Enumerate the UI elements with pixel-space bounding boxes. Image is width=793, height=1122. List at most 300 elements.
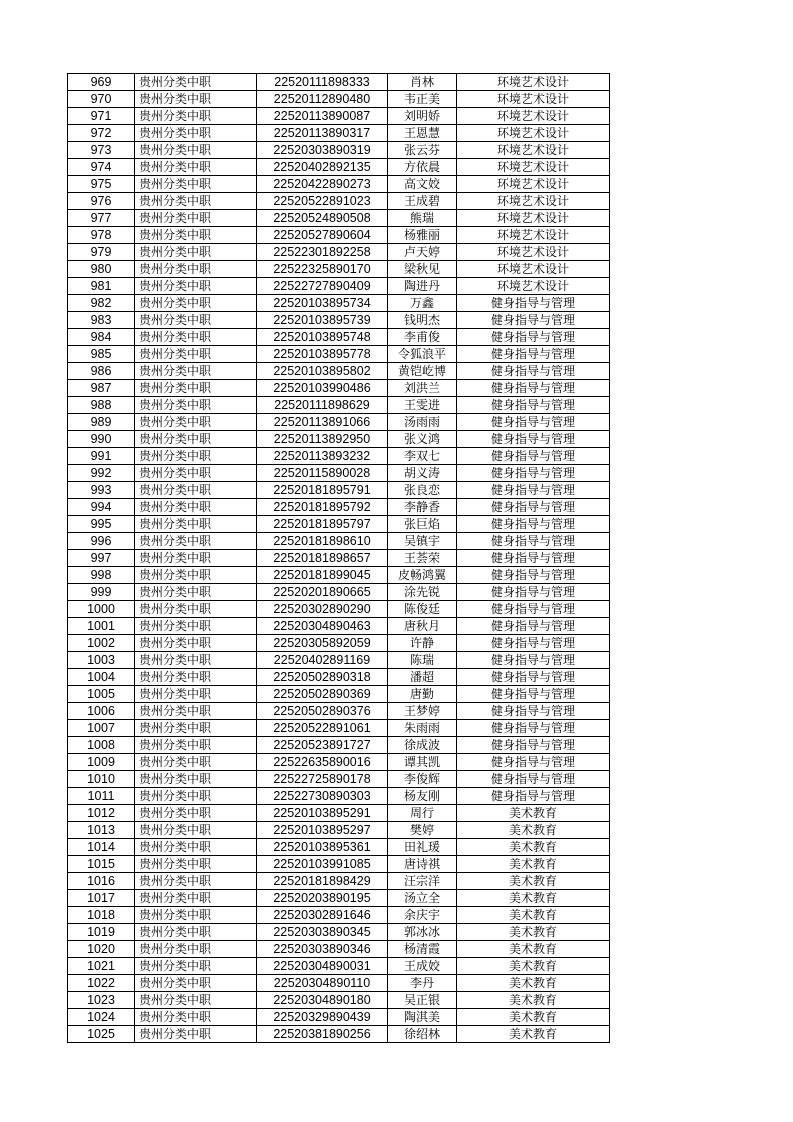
major-cell: 美术教育 [457,1026,610,1043]
table-row [68,465,610,482]
table-row [68,397,610,414]
category-cell: 贵州分类中职 [135,482,257,499]
major-cell: 环境艺术设计 [457,176,610,193]
category-cell: 贵州分类中职 [135,584,257,601]
table-row [68,108,610,125]
category-cell: 贵州分类中职 [135,227,257,244]
row-number-cell: 974 [68,159,135,176]
category-cell: 贵州分类中职 [135,652,257,669]
category-cell: 贵州分类中职 [135,720,257,737]
student-name-cell: 万鑫 [388,295,457,312]
row-number-cell: 981 [68,278,135,295]
major-cell: 健身指导与管理 [457,380,610,397]
major-cell: 健身指导与管理 [457,584,610,601]
exam-id-cell: 22520103895361 [257,839,388,856]
category-cell: 贵州分类中职 [135,278,257,295]
student-name-cell: 张云芬 [388,142,457,159]
row-number-cell: 1007 [68,720,135,737]
student-name-cell: 杨友刚 [388,788,457,805]
exam-id-cell: 22520103895778 [257,346,388,363]
row-number-cell: 1005 [68,686,135,703]
exam-id-cell: 22520103990486 [257,380,388,397]
student-name-cell: 高文姣 [388,176,457,193]
category-cell: 贵州分类中职 [135,788,257,805]
major-cell: 健身指导与管理 [457,448,610,465]
major-cell: 环境艺术设计 [457,125,610,142]
category-cell: 贵州分类中职 [135,873,257,890]
exam-id-cell: 22520381890256 [257,1026,388,1043]
row-number-cell: 1000 [68,601,135,618]
major-cell: 环境艺术设计 [457,227,610,244]
student-name-cell: 杨清霞 [388,941,457,958]
student-name-cell: 张义鸿 [388,431,457,448]
exam-id-cell: 22520111898629 [257,397,388,414]
student-name-cell: 王梦婷 [388,703,457,720]
exam-id-cell: 22520402891169 [257,652,388,669]
student-name-cell: 熊瑞 [388,210,457,227]
table-row [68,533,610,550]
major-cell: 健身指导与管理 [457,363,610,380]
major-cell: 健身指导与管理 [457,431,610,448]
table-row [68,414,610,431]
category-cell: 贵州分类中职 [135,839,257,856]
category-cell: 贵州分类中职 [135,414,257,431]
category-cell: 贵州分类中职 [135,771,257,788]
table-row [68,924,610,941]
student-name-cell: 李丹 [388,975,457,992]
student-name-cell: 樊婷 [388,822,457,839]
category-cell: 贵州分类中职 [135,193,257,210]
student-name-cell: 肖林 [388,74,457,91]
exam-id-cell: 22520181895792 [257,499,388,516]
major-cell: 环境艺术设计 [457,210,610,227]
category-cell: 贵州分类中职 [135,533,257,550]
exam-id-cell: 22520303890346 [257,941,388,958]
row-number-cell: 994 [68,499,135,516]
major-cell: 环境艺术设计 [457,261,610,278]
table-row [68,74,610,91]
category-cell: 贵州分类中职 [135,295,257,312]
student-name-cell: 吴镇宇 [388,533,457,550]
category-cell: 贵州分类中职 [135,176,257,193]
category-cell: 贵州分类中职 [135,142,257,159]
table-row [68,975,610,992]
exam-id-cell: 22520181898657 [257,550,388,567]
category-cell: 贵州分类中职 [135,686,257,703]
student-name-cell: 李静香 [388,499,457,516]
row-number-cell: 983 [68,312,135,329]
student-name-cell: 王恩慧 [388,125,457,142]
student-name-cell: 王雯进 [388,397,457,414]
row-number-cell: 985 [68,346,135,363]
row-number-cell: 1014 [68,839,135,856]
major-cell: 健身指导与管理 [457,414,610,431]
major-cell: 健身指导与管理 [457,567,610,584]
table-row [68,210,610,227]
table-row [68,312,610,329]
major-cell: 健身指导与管理 [457,652,610,669]
table-row [68,601,610,618]
row-number-cell: 1020 [68,941,135,958]
table-row [68,295,610,312]
row-number-cell: 1025 [68,1026,135,1043]
table-row [68,669,610,686]
row-number-cell: 975 [68,176,135,193]
table-row [68,91,610,108]
exam-id-cell: 22520111898333 [257,74,388,91]
row-number-cell: 986 [68,363,135,380]
table-row [68,329,610,346]
major-cell: 健身指导与管理 [457,788,610,805]
exam-id-cell: 22520113892950 [257,431,388,448]
student-name-cell: 李双七 [388,448,457,465]
exam-id-cell: 22520201890665 [257,584,388,601]
exam-id-cell: 22520113891066 [257,414,388,431]
major-cell: 环境艺术设计 [457,193,610,210]
row-number-cell: 972 [68,125,135,142]
student-name-cell: 卢天婷 [388,244,457,261]
student-name-cell: 皮畅鸿翼 [388,567,457,584]
major-cell: 健身指导与管理 [457,312,610,329]
exam-id-cell: 22520402892135 [257,159,388,176]
table-row [68,890,610,907]
table-row [68,244,610,261]
major-cell: 健身指导与管理 [457,618,610,635]
row-number-cell: 1004 [68,669,135,686]
category-cell: 贵州分类中职 [135,244,257,261]
major-cell: 环境艺术设计 [457,142,610,159]
student-name-cell: 刘明娇 [388,108,457,125]
table-row [68,346,610,363]
student-name-cell: 王荟荣 [388,550,457,567]
category-cell: 贵州分类中职 [135,261,257,278]
exam-id-cell: 22520103895739 [257,312,388,329]
table-row [68,1009,610,1026]
category-cell: 贵州分类中职 [135,380,257,397]
major-cell: 美术教育 [457,992,610,1009]
major-cell: 健身指导与管理 [457,601,610,618]
table-row [68,720,610,737]
row-number-cell: 979 [68,244,135,261]
exam-id-cell: 22520302891646 [257,907,388,924]
category-cell: 贵州分类中职 [135,737,257,754]
table-row [68,703,610,720]
student-name-cell: 方依晨 [388,159,457,176]
student-name-cell: 唐秋月 [388,618,457,635]
exam-id-cell: 22520181895797 [257,516,388,533]
category-cell: 贵州分类中职 [135,516,257,533]
table-row [68,788,610,805]
row-number-cell: 987 [68,380,135,397]
major-cell: 健身指导与管理 [457,346,610,363]
category-cell: 贵州分类中职 [135,91,257,108]
student-name-cell: 唐诗祺 [388,856,457,873]
category-cell: 贵州分类中职 [135,431,257,448]
exam-id-cell: 22520524890508 [257,210,388,227]
row-number-cell: 1013 [68,822,135,839]
row-number-cell: 1003 [68,652,135,669]
row-number-cell: 1006 [68,703,135,720]
major-cell: 环境艺术设计 [457,278,610,295]
category-cell: 贵州分类中职 [135,618,257,635]
category-cell: 贵州分类中职 [135,499,257,516]
category-cell: 贵州分类中职 [135,74,257,91]
exam-id-cell: 22520181898610 [257,533,388,550]
exam-id-cell: 22520113890087 [257,108,388,125]
exam-id-cell: 22520112890480 [257,91,388,108]
table-row [68,482,610,499]
major-cell: 健身指导与管理 [457,465,610,482]
major-cell: 环境艺术设计 [457,108,610,125]
student-name-cell: 陈俊廷 [388,601,457,618]
row-number-cell: 984 [68,329,135,346]
row-number-cell: 970 [68,91,135,108]
major-cell: 健身指导与管理 [457,703,610,720]
exam-id-cell: 22520305892059 [257,635,388,652]
major-cell: 环境艺术设计 [457,74,610,91]
row-number-cell: 1018 [68,907,135,924]
table-row [68,856,610,873]
exam-id-cell: 22520527890604 [257,227,388,244]
student-name-cell: 梁秋见 [388,261,457,278]
row-number-cell: 1024 [68,1009,135,1026]
student-name-cell: 王成碧 [388,193,457,210]
category-cell: 贵州分类中职 [135,108,257,125]
row-number-cell: 982 [68,295,135,312]
table-row [68,380,610,397]
row-number-cell: 971 [68,108,135,125]
exam-id-cell: 22520303890319 [257,142,388,159]
major-cell: 健身指导与管理 [457,482,610,499]
table-row [68,873,610,890]
row-number-cell: 976 [68,193,135,210]
major-cell: 健身指导与管理 [457,295,610,312]
row-number-cell: 1009 [68,754,135,771]
table-row [68,618,610,635]
table-row [68,958,610,975]
major-cell: 美术教育 [457,1009,610,1026]
category-cell: 贵州分类中职 [135,754,257,771]
exam-id-cell: 22520522891023 [257,193,388,210]
exam-id-cell: 22520181898429 [257,873,388,890]
category-cell: 贵州分类中职 [135,890,257,907]
row-number-cell: 1017 [68,890,135,907]
table-row [68,193,610,210]
student-name-cell: 陈瑞 [388,652,457,669]
student-name-cell: 徐绍林 [388,1026,457,1043]
major-cell: 健身指导与管理 [457,329,610,346]
category-cell: 贵州分类中职 [135,346,257,363]
row-number-cell: 1022 [68,975,135,992]
exam-id-cell: 22520329890439 [257,1009,388,1026]
category-cell: 贵州分类中职 [135,822,257,839]
row-number-cell: 991 [68,448,135,465]
table-row [68,499,610,516]
exam-id-cell: 22520422890273 [257,176,388,193]
exam-id-cell: 22520115890028 [257,465,388,482]
exam-id-cell: 22520304890180 [257,992,388,1009]
major-cell: 美术教育 [457,958,610,975]
student-name-cell: 王成姣 [388,958,457,975]
exam-id-cell: 22520181895791 [257,482,388,499]
row-number-cell: 989 [68,414,135,431]
student-name-cell: 徐成波 [388,737,457,754]
exam-id-cell: 22520303890345 [257,924,388,941]
student-name-cell: 许静 [388,635,457,652]
row-number-cell: 1011 [68,788,135,805]
table-body [68,74,610,1043]
category-cell: 贵州分类中职 [135,703,257,720]
student-name-cell: 田礼瑗 [388,839,457,856]
table-row [68,686,610,703]
exam-id-cell: 22520302890290 [257,601,388,618]
student-name-cell: 唐勤 [388,686,457,703]
category-cell: 贵州分类中职 [135,312,257,329]
exam-id-cell: 22520502890369 [257,686,388,703]
major-cell: 健身指导与管理 [457,754,610,771]
row-number-cell: 988 [68,397,135,414]
row-number-cell: 996 [68,533,135,550]
student-name-cell: 胡义涛 [388,465,457,482]
exam-id-cell: 22520103895802 [257,363,388,380]
table-row [68,567,610,584]
student-name-cell: 刘洪兰 [388,380,457,397]
major-cell: 健身指导与管理 [457,533,610,550]
exam-id-cell: 22520304890110 [257,975,388,992]
student-name-cell: 黄铠屹博 [388,363,457,380]
exam-id-cell: 22520103895748 [257,329,388,346]
exam-id-cell: 22522325890170 [257,261,388,278]
table-row [68,448,610,465]
major-cell: 健身指导与管理 [457,550,610,567]
category-cell: 贵州分类中职 [135,125,257,142]
student-name-cell: 李甫俊 [388,329,457,346]
exam-id-cell: 22520113893232 [257,448,388,465]
category-cell: 贵州分类中职 [135,448,257,465]
table-row [68,584,610,601]
exam-id-cell: 22520502890376 [257,703,388,720]
row-number-cell: 999 [68,584,135,601]
student-name-cell: 周行 [388,805,457,822]
exam-id-cell: 22522727890409 [257,278,388,295]
table-row [68,907,610,924]
category-cell: 贵州分类中职 [135,601,257,618]
student-name-cell: 郭冰冰 [388,924,457,941]
table-row [68,805,610,822]
table-row [68,652,610,669]
table-row [68,227,610,244]
student-name-cell: 张良恋 [388,482,457,499]
exam-id-cell: 22520502890318 [257,669,388,686]
table-row [68,771,610,788]
exam-id-cell: 22520523891727 [257,737,388,754]
exam-id-cell: 22520103895734 [257,295,388,312]
table-row [68,1026,610,1043]
major-cell: 美术教育 [457,924,610,941]
exam-id-cell: 22520203890195 [257,890,388,907]
row-number-cell: 1021 [68,958,135,975]
table-row [68,635,610,652]
major-cell: 美术教育 [457,805,610,822]
student-name-cell: 张巨焰 [388,516,457,533]
category-cell: 贵州分类中职 [135,669,257,686]
exam-id-cell: 22522301892258 [257,244,388,261]
major-cell: 健身指导与管理 [457,635,610,652]
row-number-cell: 977 [68,210,135,227]
exam-id-cell: 22522725890178 [257,771,388,788]
row-number-cell: 1002 [68,635,135,652]
table-row [68,363,610,380]
category-cell: 贵州分类中职 [135,635,257,652]
student-name-cell: 潘超 [388,669,457,686]
major-cell: 健身指导与管理 [457,771,610,788]
student-name-cell: 汤立全 [388,890,457,907]
table-row [68,125,610,142]
major-cell: 健身指导与管理 [457,516,610,533]
row-number-cell: 973 [68,142,135,159]
major-cell: 美术教育 [457,907,610,924]
major-cell: 健身指导与管理 [457,720,610,737]
exam-id-cell: 22522635890016 [257,754,388,771]
category-cell: 贵州分类中职 [135,550,257,567]
row-number-cell: 998 [68,567,135,584]
row-number-cell: 1023 [68,992,135,1009]
major-cell: 美术教育 [457,839,610,856]
row-number-cell: 978 [68,227,135,244]
category-cell: 贵州分类中职 [135,329,257,346]
row-number-cell: 992 [68,465,135,482]
major-cell: 健身指导与管理 [457,669,610,686]
row-number-cell: 969 [68,74,135,91]
student-name-cell: 汪宗洋 [388,873,457,890]
category-cell: 贵州分类中职 [135,941,257,958]
major-cell: 健身指导与管理 [457,737,610,754]
major-cell: 美术教育 [457,822,610,839]
row-number-cell: 995 [68,516,135,533]
exam-id-cell: 22522730890303 [257,788,388,805]
row-number-cell: 993 [68,482,135,499]
category-cell: 贵州分类中职 [135,363,257,380]
student-name-cell: 杨雅丽 [388,227,457,244]
student-name-cell: 李俊辉 [388,771,457,788]
student-name-cell: 朱雨雨 [388,720,457,737]
student-name-cell: 陶进丹 [388,278,457,295]
major-cell: 美术教育 [457,873,610,890]
major-cell: 美术教育 [457,856,610,873]
row-number-cell: 1010 [68,771,135,788]
category-cell: 贵州分类中职 [135,805,257,822]
major-cell: 环境艺术设计 [457,244,610,261]
major-cell: 美术教育 [457,941,610,958]
row-number-cell: 990 [68,431,135,448]
table-row [68,431,610,448]
table-row [68,142,610,159]
exam-id-cell: 22520304890031 [257,958,388,975]
category-cell: 贵州分类中职 [135,1026,257,1043]
row-number-cell: 1012 [68,805,135,822]
category-cell: 贵州分类中职 [135,567,257,584]
row-number-cell: 1019 [68,924,135,941]
category-cell: 贵州分类中职 [135,856,257,873]
student-name-cell: 吴正银 [388,992,457,1009]
exam-id-cell: 22520103991085 [257,856,388,873]
row-number-cell: 1001 [68,618,135,635]
category-cell: 贵州分类中职 [135,992,257,1009]
table-row [68,941,610,958]
major-cell: 环境艺术设计 [457,91,610,108]
table-row [68,754,610,771]
major-cell: 美术教育 [457,975,610,992]
